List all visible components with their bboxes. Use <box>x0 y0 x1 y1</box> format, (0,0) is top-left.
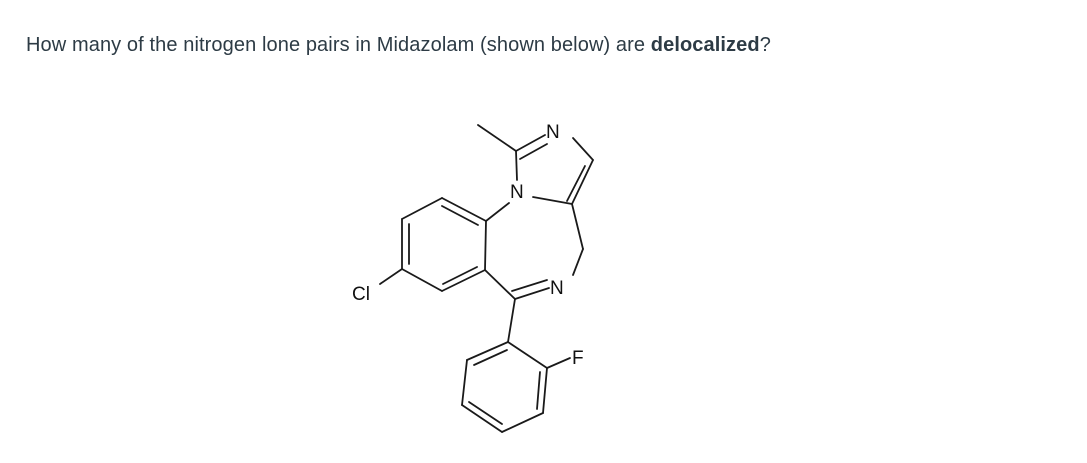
bond-c2-n3 <box>516 135 545 151</box>
question-suffix: ? <box>759 34 771 56</box>
bond-benzo-n1 <box>486 203 509 221</box>
atom-label-chlorine: Cl <box>352 284 370 305</box>
diazepine-ring <box>485 203 583 299</box>
bond-phenyl-1 <box>508 342 547 368</box>
bond-benzo-5 <box>402 198 442 219</box>
bond-benzo-1 <box>485 221 486 270</box>
bond-phenyl-5 <box>462 360 467 405</box>
bond-ch2-n <box>573 249 583 275</box>
bond-cl <box>380 269 402 284</box>
bond-n-c-imine-double <box>512 280 547 291</box>
atom-label-n-diazepine: N <box>550 278 564 299</box>
atom-label-fluorine: F <box>572 348 584 369</box>
bond-phenyl-6-inner <box>474 350 507 365</box>
bond-phenyl-2-inner <box>537 372 540 409</box>
bond-benzo-3 <box>402 269 442 291</box>
bond-f <box>547 358 570 368</box>
bond-c5-n1 <box>533 197 572 204</box>
imidazole-ring <box>478 125 593 204</box>
fluorophenyl-ring <box>462 299 570 432</box>
bond-n1-c2 <box>516 151 517 180</box>
question-emphasis: delocalized <box>650 34 760 56</box>
bond-phenyl-6 <box>467 342 508 360</box>
atom-label-n-imidazole: N <box>546 122 560 143</box>
bond-c4-c5 <box>572 160 593 204</box>
bond-n3-c4 <box>573 138 593 160</box>
bond-phenyl-4 <box>462 405 502 432</box>
bond-methyl <box>478 125 516 151</box>
bond-c5-ch2 <box>572 204 583 249</box>
benzo-ring <box>380 198 486 291</box>
bond-phenyl-2 <box>543 368 547 413</box>
bond-benzo-6-inner <box>442 206 478 225</box>
bond-phenyl-3 <box>502 413 543 432</box>
atom-label-n-bridge: N <box>510 182 524 203</box>
bond-c-imine-benzo <box>485 270 515 299</box>
bond-n-c-imine <box>515 288 549 299</box>
question-prefix: How many of the nitrogen lone pairs in Midazolam (shown below) are <box>26 34 651 56</box>
bond-c-imine-phenyl <box>508 299 515 342</box>
